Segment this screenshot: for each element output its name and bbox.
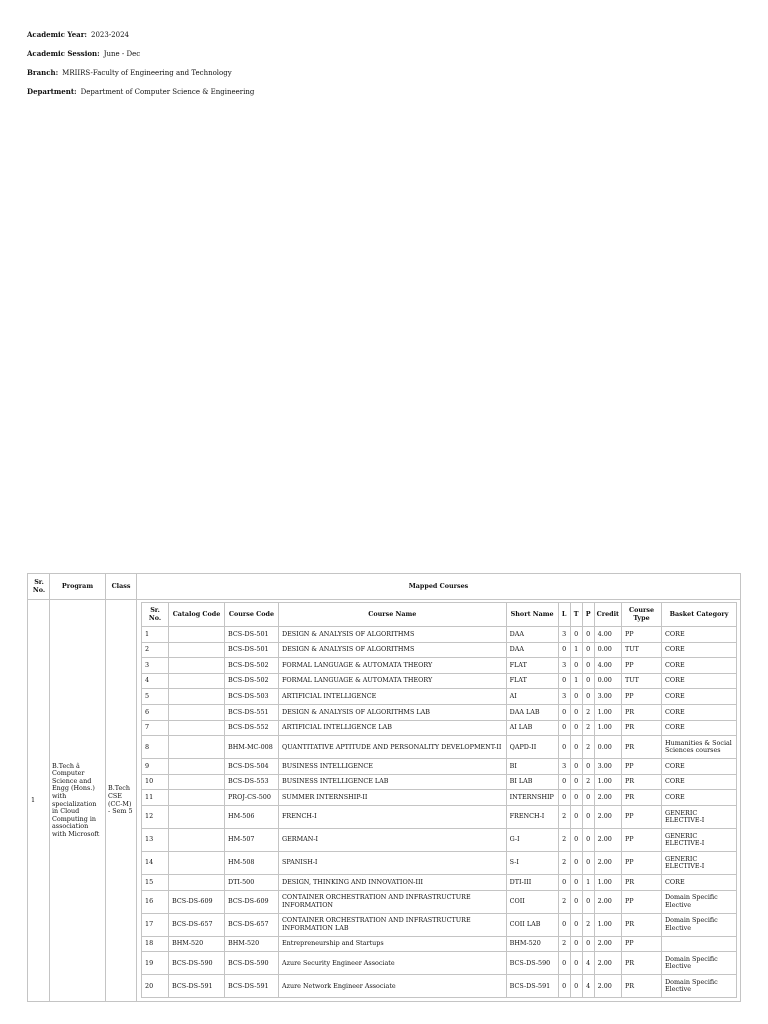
academic-session-label: Academic Session: <box>27 49 100 58</box>
course-type: PP <box>622 627 662 643</box>
mapped-courses-table <box>141 602 737 998</box>
short-name: AI LAB <box>506 720 558 736</box>
course-name: SPANISH-I <box>279 851 507 874</box>
credit: 0.00 <box>594 642 621 658</box>
credit: 3.00 <box>594 689 621 705</box>
course-type: PR <box>622 790 662 806</box>
tutorial-hours: 0 <box>570 689 582 705</box>
course-name: DESIGN, THINKING AND INNOVATION-III <box>279 874 507 890</box>
short-name: BI <box>506 759 558 775</box>
header-course-type: Course Type <box>622 603 662 627</box>
tutorial-hours: 0 <box>570 874 582 890</box>
lecture-hours: 3 <box>558 689 570 705</box>
credit: 1.00 <box>594 913 621 936</box>
credit: 1.00 <box>594 720 621 736</box>
course-name: Entrepreneurship and Startups <box>279 936 507 952</box>
course-type: PR <box>622 913 662 936</box>
course-name: BUSINESS INTELLIGENCE <box>279 759 507 775</box>
course-row <box>142 736 737 759</box>
short-name: FLAT <box>506 658 558 674</box>
course-code: BCS-DS-609 <box>225 890 279 913</box>
catalog-code <box>169 704 225 720</box>
course-name: FRENCH-I <box>279 805 507 828</box>
lecture-hours: 3 <box>558 759 570 775</box>
catalog-code: BCS-DS-609 <box>169 890 225 913</box>
credit: 2.00 <box>594 851 621 874</box>
course-code: BCS-DS-553 <box>225 774 279 790</box>
course-row <box>142 851 737 874</box>
credit: 0.00 <box>594 736 621 759</box>
course-code: HM-507 <box>225 828 279 851</box>
tutorial-hours: 0 <box>570 790 582 806</box>
basket-category: CORE <box>662 759 737 775</box>
catalog-code <box>169 805 225 828</box>
tutorial-hours: 0 <box>570 774 582 790</box>
course-sr-no: 19 <box>142 952 169 975</box>
short-name: COII LAB <box>506 913 558 936</box>
course-type: PR <box>622 774 662 790</box>
practical-hours: 2 <box>582 913 594 936</box>
tutorial-hours: 0 <box>570 627 582 643</box>
practical-hours: 0 <box>582 851 594 874</box>
course-sr-no: 18 <box>142 936 169 952</box>
department-label: Department: <box>27 87 77 96</box>
program-name: B.Tech â Computer Science and Engg (Hons.) with specialization in Cloud Computing in association with Microsoft <box>50 600 106 1002</box>
course-sr-no: 10 <box>142 774 169 790</box>
course-row <box>142 952 737 975</box>
course-sr-no: 17 <box>142 913 169 936</box>
course-sr-no: 16 <box>142 890 169 913</box>
basket-category: CORE <box>662 774 737 790</box>
credit: 2.00 <box>594 952 621 975</box>
header-basket-category: Basket Category <box>662 603 737 627</box>
basket-category: CORE <box>662 720 737 736</box>
course-sr-no: 20 <box>142 975 169 998</box>
credit: 4.00 <box>594 627 621 643</box>
course-type: PP <box>622 689 662 705</box>
lecture-hours: 2 <box>558 851 570 874</box>
academic-year-label: Academic Year: <box>27 30 87 39</box>
course-type: PR <box>622 736 662 759</box>
practical-hours: 0 <box>582 890 594 913</box>
department <box>27 87 254 97</box>
courses-header-row <box>142 603 737 627</box>
tutorial-hours: 0 <box>570 805 582 828</box>
lecture-hours: 0 <box>558 790 570 806</box>
course-row <box>142 704 737 720</box>
short-name: DAA LAB <box>506 704 558 720</box>
course-row <box>142 689 737 705</box>
course-code: BCS-DS-552 <box>225 720 279 736</box>
credit: 2.00 <box>594 828 621 851</box>
credit: 2.00 <box>594 890 621 913</box>
short-name: FLAT <box>506 673 558 689</box>
header-course-name: Course Name <box>279 603 507 627</box>
lecture-hours: 0 <box>558 673 570 689</box>
course-sr-no: 9 <box>142 759 169 775</box>
tutorial-hours: 0 <box>570 952 582 975</box>
catalog-code <box>169 828 225 851</box>
course-sr-no: 11 <box>142 790 169 806</box>
catalog-code <box>169 874 225 890</box>
practical-hours: 1 <box>582 874 594 890</box>
course-name: FORMAL LANGUAGE & AUTOMATA THEORY <box>279 658 507 674</box>
course-name: CONTAINER ORCHESTRATION AND INFRASTRUCTURE INFORMATION <box>279 890 507 913</box>
short-name: INTERNSHIP <box>506 790 558 806</box>
header-p: P <box>582 603 594 627</box>
tutorial-hours: 0 <box>570 720 582 736</box>
basket-category: CORE <box>662 673 737 689</box>
course-name: Azure Network Engineer Associate <box>279 975 507 998</box>
lecture-hours: 0 <box>558 913 570 936</box>
basket-category <box>662 936 737 952</box>
tutorial-hours: 0 <box>570 704 582 720</box>
course-row <box>142 790 737 806</box>
practical-hours: 0 <box>582 828 594 851</box>
tutorial-hours: 1 <box>570 673 582 689</box>
basket-category: CORE <box>662 627 737 643</box>
course-name: ARTIFICIAL INTELLIGENCE <box>279 689 507 705</box>
lecture-hours: 0 <box>558 952 570 975</box>
academic-year-value: 2023-2024 <box>91 31 129 39</box>
program-sr: 1 <box>28 600 50 1002</box>
practical-hours: 0 <box>582 627 594 643</box>
course-name: BUSINESS INTELLIGENCE LAB <box>279 774 507 790</box>
basket-category: Domain Specific Elective <box>662 975 737 998</box>
academic-session-value: June - Dec <box>103 50 141 58</box>
header-short-name: Short Name <box>506 603 558 627</box>
credit: 1.00 <box>594 704 621 720</box>
basket-category: Domain Specific Elective <box>662 952 737 975</box>
basket-category: GENERIC ELECTIVE-I <box>662 851 737 874</box>
course-row <box>142 774 737 790</box>
short-name: QAPD-II <box>506 736 558 759</box>
course-type: PP <box>622 828 662 851</box>
credit: 4.00 <box>594 658 621 674</box>
credit: 0.00 <box>594 673 621 689</box>
practical-hours: 0 <box>582 642 594 658</box>
credit: 3.00 <box>594 759 621 775</box>
credit: 2.00 <box>594 975 621 998</box>
lecture-hours: 0 <box>558 975 570 998</box>
basket-category: CORE <box>662 874 737 890</box>
course-sr-no: 15 <box>142 874 169 890</box>
course-row <box>142 936 737 952</box>
course-type: PR <box>622 704 662 720</box>
header-credit: Credit <box>594 603 621 627</box>
course-type: TUT <box>622 642 662 658</box>
practical-hours: 0 <box>582 689 594 705</box>
practical-hours: 0 <box>582 673 594 689</box>
catalog-code <box>169 736 225 759</box>
course-code: BHM-520 <box>225 936 279 952</box>
course-name: DESIGN & ANALYSIS OF ALGORITHMS <box>279 627 507 643</box>
short-name: DTI-III <box>506 874 558 890</box>
tutorial-hours: 0 <box>570 913 582 936</box>
tutorial-hours: 0 <box>570 975 582 998</box>
course-sr-no: 6 <box>142 704 169 720</box>
course-type: PR <box>622 874 662 890</box>
course-type: TUT <box>622 673 662 689</box>
short-name: BCS-DS-591 <box>506 975 558 998</box>
course-name: CONTAINER ORCHESTRATION AND INFRASTRUCTURE INFORMATION LAB <box>279 913 507 936</box>
basket-category: Humanities & Social Sciences courses <box>662 736 737 759</box>
catalog-code <box>169 627 225 643</box>
course-sr-no: 8 <box>142 736 169 759</box>
credit: 1.00 <box>594 774 621 790</box>
catalog-code <box>169 790 225 806</box>
tutorial-hours: 0 <box>570 890 582 913</box>
course-type: PR <box>622 720 662 736</box>
catalog-code <box>169 642 225 658</box>
short-name: BI LAB <box>506 774 558 790</box>
catalog-code <box>169 720 225 736</box>
header-catalog-code: Catalog Code <box>169 603 225 627</box>
course-row <box>142 828 737 851</box>
lecture-hours: 2 <box>558 805 570 828</box>
tutorial-hours: 0 <box>570 658 582 674</box>
course-code: BCS-DS-502 <box>225 658 279 674</box>
course-sr-no: 5 <box>142 689 169 705</box>
course-code: BCS-DS-501 <box>225 642 279 658</box>
catalog-code <box>169 774 225 790</box>
course-sr-no: 13 <box>142 828 169 851</box>
tutorial-hours: 0 <box>570 736 582 759</box>
basket-category: CORE <box>662 689 737 705</box>
course-code: BCS-DS-657 <box>225 913 279 936</box>
short-name: G-I <box>506 828 558 851</box>
header-t: T <box>570 603 582 627</box>
lecture-hours: 0 <box>558 642 570 658</box>
practical-hours: 2 <box>582 720 594 736</box>
lecture-hours: 3 <box>558 658 570 674</box>
mapped-courses-cell <box>137 600 741 1002</box>
lecture-hours: 2 <box>558 828 570 851</box>
practical-hours: 0 <box>582 805 594 828</box>
tutorial-hours: 1 <box>570 642 582 658</box>
course-row <box>142 658 737 674</box>
course-type: PP <box>622 805 662 828</box>
academic-session <box>27 49 140 59</box>
lecture-hours: 2 <box>558 936 570 952</box>
practical-hours: 0 <box>582 759 594 775</box>
tutorial-hours: 0 <box>570 828 582 851</box>
course-row <box>142 627 737 643</box>
course-code: DTI-500 <box>225 874 279 890</box>
course-row <box>142 874 737 890</box>
practical-hours: 2 <box>582 704 594 720</box>
short-name: BHM-520 <box>506 936 558 952</box>
course-type: PP <box>622 658 662 674</box>
branch <box>27 68 232 78</box>
course-name: ARTIFICIAL INTELLIGENCE LAB <box>279 720 507 736</box>
practical-hours: 4 <box>582 952 594 975</box>
course-code: HM-506 <box>225 805 279 828</box>
course-name: DESIGN & ANALYSIS OF ALGORITHMS <box>279 642 507 658</box>
lecture-hours: 2 <box>558 890 570 913</box>
catalog-code: BCS-DS-591 <box>169 975 225 998</box>
lecture-hours: 0 <box>558 874 570 890</box>
course-row <box>142 975 737 998</box>
catalog-code <box>169 851 225 874</box>
basket-category: GENERIC ELECTIVE-I <box>662 805 737 828</box>
credit: 1.00 <box>594 874 621 890</box>
course-type: PP <box>622 851 662 874</box>
practical-hours: 4 <box>582 975 594 998</box>
short-name: S-I <box>506 851 558 874</box>
course-code: PROJ-CS-500 <box>225 790 279 806</box>
catalog-code <box>169 673 225 689</box>
program-row <box>28 600 741 1002</box>
practical-hours: 0 <box>582 790 594 806</box>
course-sr-no: 1 <box>142 627 169 643</box>
credit: 2.00 <box>594 790 621 806</box>
course-row <box>142 913 737 936</box>
course-code: BCS-DS-502 <box>225 673 279 689</box>
course-row <box>142 673 737 689</box>
practical-hours: 0 <box>582 936 594 952</box>
lecture-hours: 0 <box>558 736 570 759</box>
basket-category: CORE <box>662 790 737 806</box>
course-type: PP <box>622 759 662 775</box>
program-course-mapping-table <box>27 573 741 1002</box>
header-course-code: Course Code <box>225 603 279 627</box>
branch-label: Branch: <box>27 68 59 77</box>
course-sr-no: 12 <box>142 805 169 828</box>
course-sr-no: 2 <box>142 642 169 658</box>
basket-category: CORE <box>662 704 737 720</box>
basket-category: GENERIC ELECTIVE-I <box>662 828 737 851</box>
header-sr-no: Sr. No. <box>142 603 169 627</box>
course-name: Azure Security Engineer Associate <box>279 952 507 975</box>
course-code: BCS-DS-590 <box>225 952 279 975</box>
lecture-hours: 0 <box>558 704 570 720</box>
course-sr-no: 14 <box>142 851 169 874</box>
basket-category: Domain Specific Elective <box>662 890 737 913</box>
catalog-code: BCS-DS-590 <box>169 952 225 975</box>
course-type: PR <box>622 952 662 975</box>
course-sr-no: 4 <box>142 673 169 689</box>
course-row <box>142 720 737 736</box>
outer-header-mapped-courses: Mapped Courses <box>137 574 741 600</box>
course-code: BCS-DS-551 <box>225 704 279 720</box>
outer-header-program: Program <box>50 574 106 600</box>
basket-category: CORE <box>662 642 737 658</box>
basket-category: Domain Specific Elective <box>662 913 737 936</box>
basket-category: CORE <box>662 658 737 674</box>
catalog-code: BCS-DS-657 <box>169 913 225 936</box>
outer-header-row <box>28 574 741 600</box>
course-sr-no: 3 <box>142 658 169 674</box>
course-code: BCS-DS-504 <box>225 759 279 775</box>
short-name: DAA <box>506 642 558 658</box>
department-value: Department of Computer Science & Engineering <box>80 88 255 96</box>
header-l: L <box>558 603 570 627</box>
short-name: DAA <box>506 627 558 643</box>
course-code: HM-508 <box>225 851 279 874</box>
credit: 2.00 <box>594 936 621 952</box>
tutorial-hours: 0 <box>570 759 582 775</box>
course-type: PP <box>622 890 662 913</box>
outer-header-class: Class <box>106 574 137 600</box>
short-name: FRENCH-I <box>506 805 558 828</box>
course-type: PP <box>622 936 662 952</box>
course-rows <box>142 627 737 998</box>
academic-year <box>27 30 129 40</box>
catalog-code <box>169 658 225 674</box>
practical-hours: 2 <box>582 736 594 759</box>
course-name: SUMMER INTERNSHIP-II <box>279 790 507 806</box>
course-code: BHM-MC-008 <box>225 736 279 759</box>
catalog-code <box>169 689 225 705</box>
practical-hours: 0 <box>582 658 594 674</box>
lecture-hours: 3 <box>558 627 570 643</box>
class-name: B.Tech CSE (CC-M) - Sem 5 <box>106 600 137 1002</box>
catalog-code <box>169 759 225 775</box>
practical-hours: 2 <box>582 774 594 790</box>
course-code: BCS-DS-503 <box>225 689 279 705</box>
short-name: COII <box>506 890 558 913</box>
credit: 2.00 <box>594 805 621 828</box>
course-row <box>142 890 737 913</box>
outer-header-sr: Sr. No. <box>28 574 50 600</box>
short-name: BCS-DS-590 <box>506 952 558 975</box>
course-code: BCS-DS-591 <box>225 975 279 998</box>
lecture-hours: 0 <box>558 720 570 736</box>
course-row <box>142 642 737 658</box>
tutorial-hours: 0 <box>570 851 582 874</box>
tutorial-hours: 0 <box>570 936 582 952</box>
branch-value: MRIIRS-Faculty of Engineering and Technology <box>62 69 232 77</box>
course-row <box>142 805 737 828</box>
course-name: DESIGN & ANALYSIS OF ALGORITHMS LAB <box>279 704 507 720</box>
short-name: AI <box>506 689 558 705</box>
course-row <box>142 759 737 775</box>
lecture-hours: 0 <box>558 774 570 790</box>
course-code: BCS-DS-501 <box>225 627 279 643</box>
course-name: GERMAN-I <box>279 828 507 851</box>
catalog-code: BHM-520 <box>169 936 225 952</box>
course-name: QUANTITATIVE APTITUDE AND PERSONALITY DEVELOPMENT-II <box>279 736 507 759</box>
course-name: FORMAL LANGUAGE & AUTOMATA THEORY <box>279 673 507 689</box>
course-sr-no: 7 <box>142 720 169 736</box>
course-type: PR <box>622 975 662 998</box>
